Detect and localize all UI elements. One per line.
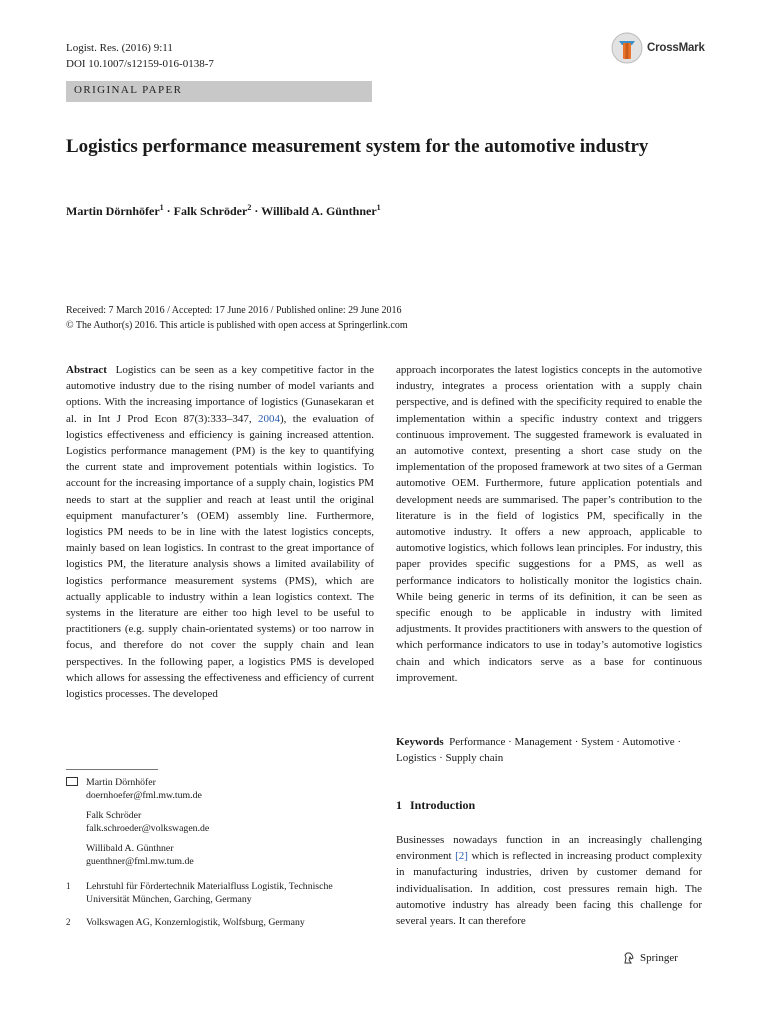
introduction-text	[396, 832, 702, 929]
reference-link-2[interactable]: [2]	[455, 850, 468, 863]
author-affil-mark: 2	[247, 203, 252, 212]
contact-entry	[66, 809, 366, 835]
article-history	[66, 303, 408, 333]
affiliation-entry	[66, 916, 366, 929]
crossmark-badge[interactable]	[611, 32, 705, 64]
correspondence-block	[66, 776, 366, 936]
affiliation-text: Volkswagen AG, Konzernlogistik, Wolfsburg, Germany	[86, 917, 305, 928]
contact-email[interactable]: falk.schroeder@volkswagen.de	[86, 823, 210, 834]
contact-name: Martin Dörnhöfer	[86, 777, 156, 788]
keywords-label: Keywords	[396, 736, 444, 748]
affiliation-number: 2	[66, 917, 71, 927]
section-title: Introduction	[410, 798, 476, 812]
journal-citation: Logist. Res. (2016) 9:11	[66, 42, 173, 54]
doi[interactable]: DOI 10.1007/s12159-016-0138-7	[66, 58, 214, 70]
envelope-icon	[66, 776, 78, 789]
author-affil-mark: 1	[159, 203, 164, 212]
section-heading-introduction	[396, 798, 475, 813]
section-number: 1	[396, 798, 402, 812]
contact-entry	[66, 842, 366, 868]
abstract-label: Abstract	[66, 364, 107, 376]
intro-text-part2: which is reflected in increasing product complexity in manufacturing industries, driven by customer demand for individualisation. In addition, cost pressures remain high. The automotive industry has already been facing this challenge for several years. It can therefore	[396, 850, 702, 928]
affiliation-number: 1	[66, 881, 71, 891]
contact-email[interactable]: guenthner@fml.mw.tum.de	[86, 856, 194, 867]
keywords	[396, 734, 702, 766]
author-affil-mark: 1	[376, 203, 381, 212]
author-name[interactable]: Falk Schröder	[173, 204, 248, 218]
author-name[interactable]: Willibald A. Günthner	[261, 204, 377, 218]
abstract-continuation: approach incorporates the latest logistics concepts in the automotive industry, integrates a process orientation with a supply chain perspective, and is defined with the specificity required to enable the implementation within a specific industry context and triggers continuous improvement. The suggested framework is evaluated in an automotive context, presenting a short case study on the implementation of the proposed framework at two sites of a German automotive OEM. Furthermore, future application potentials and development needs are summarised. The paper’s contribution to the literature is in the field of logistics PM, specifically in the automotive industry. It offers a new approach, applicable to automotive logistics, which follows lean principles. For industry, this paper provides specific suggestions for a PMS, as well as performance indicators to holistically monitor the logistics chain. While being generic in terms of its definition, it can be seen as specific enough to be applicable in industry with limited adjustments. It provides practitioners with answers to the question of which performance indicators to use in today’s automotive logistics chain and which indicators serve as a base for continuous improvement.	[396, 364, 702, 684]
crossmark-icon	[611, 32, 643, 64]
contact-name: Willibald A. Günthner	[86, 843, 174, 854]
author-separator: ·	[254, 204, 259, 218]
abstract-text-part1: Logistics can be seen as a key competitive factor in the automotive industry due to the rising number of model variants and options. With the increasing importance of logistics (Gunasekaran et al. in Int J Prod Econ 87(3):333–347,	[66, 364, 374, 425]
article-title: Logistics performance measurement system for the automotive industry	[66, 136, 649, 157]
abstract-text-part2: ), the evaluation of logistics effectiveness and efficiency is gaining increased attention. Logistics performance management (PM) is the key to quantifying the current state and improvement potentials within logistics. To account for the increasing importance of a supply chain, logistics PM needs to start at the supplier and reach at least until the original equipment manufacturer’s (OEM) assembly line. Furthermore, logistics PM needs to be in line with the latest logistics concepts, mainly based on lean logistics. In contrast to the great importance of logistics PM, the literature analysis shows a limited availability of logistics performance measurement systems (PMS), which are actually applicable to industry within a lean logistics context. The systems in the literature are either too high level to be useful to practitioners (e.g. supply chain-orientated systems) or too narrow in focus, and therefore do not cover the supply chain and lean perspectives. In the following paper, a logistics PMS is developed which allows for assessing the effectiveness and efficiency of current logistics processes. The developed	[66, 412, 374, 701]
contact-email[interactable]: doernhoefer@fml.mw.tum.de	[86, 790, 202, 801]
article-type: ORIGINAL PAPER	[74, 84, 183, 96]
contact-entry	[66, 776, 366, 802]
citation-link-2004[interactable]: 2004	[257, 412, 280, 425]
keywords-text: Performance · Management · System · Automotive · Logistics · Supply chain	[396, 736, 682, 765]
crossmark-label: CrossMark	[647, 42, 705, 54]
author-separator: ·	[166, 204, 171, 218]
springer-horse-icon	[622, 951, 636, 965]
intro-text-part1: Businesses nowadays function in an increasingly challenging environment	[396, 834, 702, 863]
article-type-bar	[66, 81, 372, 102]
journal-header	[66, 40, 214, 72]
affiliation-entry	[66, 880, 366, 906]
author-list	[66, 203, 381, 219]
author-name[interactable]: Martin Dörnhöfer	[66, 204, 160, 218]
contact-name: Falk Schröder	[86, 810, 142, 821]
affiliation-text: Lehrstuhl für Fördertechnik Materialfluss Logistik, Technische Universität München, Garching, Germany	[86, 881, 333, 905]
publication-dates: Received: 7 March 2016 / Accepted: 17 June 2016 / Published online: 29 June 2016	[66, 305, 402, 316]
copyright-notice: © The Author(s) 2016. This article is published with open access at Springerlink.com	[66, 320, 408, 331]
abstract	[66, 362, 374, 702]
publisher-logo	[622, 951, 678, 965]
publisher-name: Springer	[640, 952, 678, 964]
footnote-rule	[66, 769, 158, 770]
